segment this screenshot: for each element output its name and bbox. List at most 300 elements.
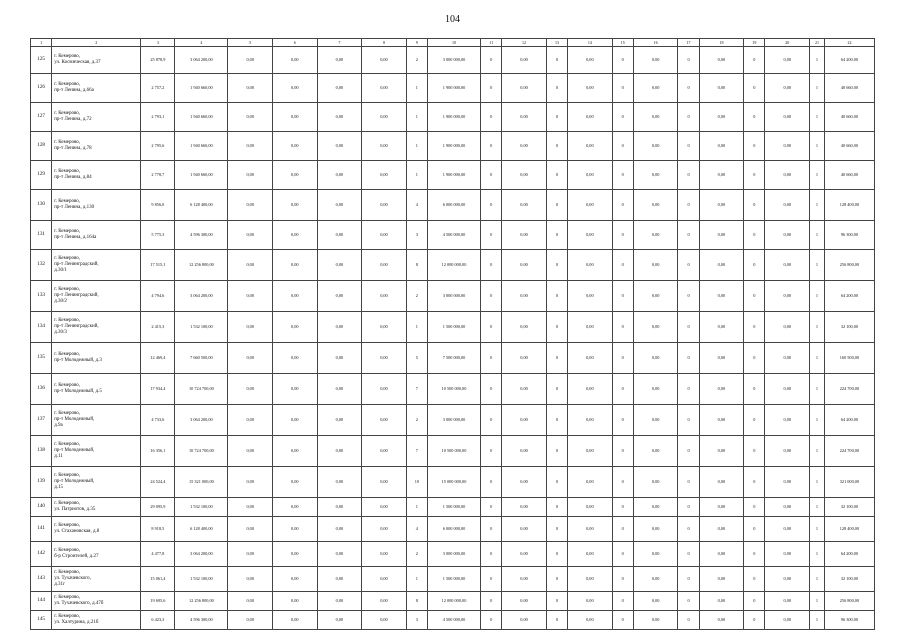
row-number-cell: 125	[31, 47, 52, 74]
value-cell: 0,00	[568, 611, 613, 630]
value-cell: 0	[744, 567, 765, 592]
value-cell: 0	[612, 312, 633, 343]
value-cell: 0	[546, 436, 567, 467]
value-cell: 0	[678, 161, 699, 190]
value-cell: 0,00	[317, 281, 362, 312]
value-cell: 0	[481, 161, 502, 190]
value-cell: 0,00	[273, 542, 318, 567]
value-cell: 1 532 100,00	[175, 312, 228, 343]
value-cell: 0,00	[502, 250, 547, 281]
value-cell: 1	[406, 161, 427, 190]
value-cell: 0,00	[568, 542, 613, 567]
value-cell: 1 940 660,00	[175, 103, 228, 132]
value-cell: 0	[481, 47, 502, 74]
address-line: ул. Халтурина, д.21б	[54, 620, 99, 625]
value-cell: 0,00	[502, 47, 547, 74]
value-cell: 0,00	[317, 132, 362, 161]
address-line: пр-т Молодежный, д.5	[54, 389, 102, 394]
value-cell: 0,00	[228, 47, 273, 74]
value-cell: 1 532 100,00	[175, 567, 228, 592]
row-number-cell: 135	[31, 343, 52, 374]
value-cell: 6 128 400,00	[175, 190, 228, 221]
address-cell	[52, 161, 141, 190]
column-number-cell: 22	[824, 39, 874, 47]
value-cell: 0	[481, 592, 502, 611]
value-cell: 7 500 000,00	[427, 343, 480, 374]
address-line: г. Кемерово,	[54, 383, 81, 388]
value-cell: 0,00	[568, 592, 613, 611]
value-cell: 0,00	[273, 436, 318, 467]
value-cell: 0,00	[633, 374, 678, 405]
value-cell: 0,00	[317, 467, 362, 498]
value-cell: 1 940 660,00	[175, 132, 228, 161]
value-cell: 0,00	[765, 343, 810, 374]
value-cell: 10 500 000,00	[427, 436, 480, 467]
value-cell: 1 900 000,00	[427, 74, 480, 103]
address-cell	[52, 74, 141, 103]
value-cell: 0	[678, 132, 699, 161]
value-cell: 0,00	[568, 47, 613, 74]
value-cell: 0,00	[273, 592, 318, 611]
value-cell: 96 300,00	[824, 611, 874, 630]
value-cell: 0	[744, 47, 765, 74]
value-cell: 3 000 000,00	[427, 542, 480, 567]
address-line: д.30/2	[54, 299, 67, 304]
address-line: д.31г	[54, 582, 66, 587]
value-cell: 25 878,9	[141, 47, 175, 74]
address-cell	[52, 132, 141, 161]
value-cell: 4 794,6	[141, 281, 175, 312]
value-cell: 1	[810, 343, 825, 374]
value-cell: 0,00	[699, 161, 744, 190]
value-cell: 0,00	[502, 567, 547, 592]
value-cell: 4 500 000,00	[427, 221, 480, 250]
value-cell: 0	[744, 190, 765, 221]
column-number-cell: 20	[765, 39, 810, 47]
value-cell: 0	[546, 74, 567, 103]
column-number-cell: 9	[406, 39, 427, 47]
address-line: ул. Космическая, д.37	[54, 60, 101, 65]
value-cell: 64 200,00	[824, 281, 874, 312]
value-cell: 3 064 200,00	[175, 542, 228, 567]
value-cell: 3	[406, 221, 427, 250]
table-row	[31, 374, 875, 405]
table-row	[31, 190, 875, 221]
value-cell: 0	[481, 542, 502, 567]
value-cell: 0	[678, 567, 699, 592]
value-cell: 0	[546, 103, 567, 132]
value-cell: 0	[744, 436, 765, 467]
value-cell: 0,00	[317, 498, 362, 517]
column-number-cell: 21	[810, 39, 825, 47]
value-cell: 0,00	[228, 250, 273, 281]
value-cell: 0	[481, 436, 502, 467]
value-cell: 0,00	[502, 517, 547, 542]
address-cell	[52, 498, 141, 517]
value-cell: 0,00	[765, 517, 810, 542]
address-line: б-р Строителей, д.27	[54, 554, 99, 559]
table-row	[31, 132, 875, 161]
value-cell: 0,00	[228, 281, 273, 312]
value-cell: 0,00	[273, 74, 318, 103]
value-cell: 0,00	[633, 436, 678, 467]
address-line: пр-т Ленина, д.130	[54, 205, 95, 210]
column-number-cell: 13	[546, 39, 567, 47]
value-cell: 1	[810, 190, 825, 221]
value-cell: 0	[678, 103, 699, 132]
value-cell: 0	[678, 467, 699, 498]
value-cell: 0	[546, 161, 567, 190]
address-line: г. Кемерово,	[54, 352, 81, 357]
value-cell: 15 061,4	[141, 567, 175, 592]
value-cell: 0,00	[633, 190, 678, 221]
value-cell: 0	[612, 221, 633, 250]
value-cell: 0	[678, 542, 699, 567]
value-cell: 0,00	[317, 221, 362, 250]
value-cell: 0,00	[699, 190, 744, 221]
value-cell: 0,00	[273, 567, 318, 592]
value-cell: 0,00	[317, 161, 362, 190]
value-cell: 19 695,6	[141, 592, 175, 611]
column-number-row	[31, 39, 875, 47]
value-cell: 0	[546, 343, 567, 374]
value-cell: 1 500 000,00	[427, 312, 480, 343]
value-cell: 0,00	[568, 190, 613, 221]
value-cell: 0,00	[765, 498, 810, 517]
address-line: пр-т Молодежный, д.3	[54, 358, 102, 363]
value-cell: 0,00	[502, 161, 547, 190]
column-number-cell: 6	[273, 39, 318, 47]
value-cell: 160 500,00	[824, 343, 874, 374]
value-cell: 0	[546, 611, 567, 630]
value-cell: 0,00	[568, 405, 613, 436]
value-cell: 0,00	[273, 250, 318, 281]
value-cell: 0	[546, 542, 567, 567]
row-number-cell: 138	[31, 436, 52, 467]
value-cell: 0,00	[228, 312, 273, 343]
value-cell: 0	[744, 312, 765, 343]
address-cell	[52, 567, 141, 592]
row-number-cell: 126	[31, 74, 52, 103]
value-cell: 0,00	[633, 74, 678, 103]
value-cell: 0,00	[362, 498, 407, 517]
value-cell: 0,00	[228, 132, 273, 161]
value-cell: 0,00	[568, 436, 613, 467]
value-cell: 1 940 660,00	[175, 74, 228, 103]
value-cell: 0,00	[568, 103, 613, 132]
column-number-cell: 12	[502, 39, 547, 47]
value-cell: 0,00	[765, 250, 810, 281]
value-cell: 12 000 000,00	[427, 592, 480, 611]
value-cell: 0,00	[765, 47, 810, 74]
value-cell: 0,00	[568, 467, 613, 498]
value-cell: 1	[810, 542, 825, 567]
value-cell: 1	[810, 436, 825, 467]
address-cell	[52, 592, 141, 611]
value-cell: 0,00	[273, 221, 318, 250]
address-line: г. Кемерово,	[54, 140, 81, 145]
address-line: г. Кемерово,	[54, 501, 81, 506]
value-cell: 0,00	[568, 74, 613, 103]
value-cell: 1	[810, 592, 825, 611]
address-cell	[52, 312, 141, 343]
value-cell: 0,00	[362, 592, 407, 611]
value-cell: 1	[810, 103, 825, 132]
value-cell: 0	[678, 374, 699, 405]
value-cell: 0,00	[273, 190, 318, 221]
value-cell: 24 524,4	[141, 467, 175, 498]
address-cell	[52, 611, 141, 630]
value-cell: 0	[481, 132, 502, 161]
value-cell: 0,00	[633, 221, 678, 250]
value-cell: 0,00	[362, 281, 407, 312]
value-cell: 4	[406, 190, 427, 221]
value-cell: 0	[612, 161, 633, 190]
address-line: ул. Патриотов, д.35	[54, 507, 96, 512]
value-cell: 0,00	[362, 221, 407, 250]
value-cell: 0	[612, 467, 633, 498]
value-cell: 0	[612, 542, 633, 567]
value-cell: 0	[744, 374, 765, 405]
value-cell: 0,00	[699, 312, 744, 343]
value-cell: 0,00	[317, 542, 362, 567]
value-cell: 2 778,7	[141, 161, 175, 190]
value-cell: 0	[678, 405, 699, 436]
value-cell: 5 775,3	[141, 221, 175, 250]
address-cell	[52, 250, 141, 281]
row-number-cell: 141	[31, 517, 52, 542]
value-cell: 0,00	[317, 103, 362, 132]
address-line: ул. Стахановская, д.8	[54, 529, 100, 534]
value-cell: 128 400,00	[824, 517, 874, 542]
value-cell: 0	[546, 312, 567, 343]
value-cell: 0,00	[362, 103, 407, 132]
address-line: г. Кемерово,	[54, 570, 81, 575]
address-line: г. Кемерово,	[54, 548, 81, 553]
value-cell: 0,00	[228, 103, 273, 132]
value-cell: 6 000 000,00	[427, 190, 480, 221]
value-cell: 0	[744, 103, 765, 132]
address-line: пр-т Ленинградский,	[54, 293, 99, 298]
value-cell: 0,00	[273, 132, 318, 161]
value-cell: 0,00	[699, 374, 744, 405]
value-cell: 0,00	[228, 498, 273, 517]
value-cell: 4 733,6	[141, 405, 175, 436]
address-line: г. Кемерово,	[54, 169, 81, 174]
address-line: пр-т Молодежный,	[54, 479, 95, 484]
value-cell: 6 423,3	[141, 611, 175, 630]
value-cell: 0	[744, 221, 765, 250]
value-cell: 0,00	[568, 281, 613, 312]
value-cell: 0,00	[633, 517, 678, 542]
value-cell: 10 724 700,00	[175, 374, 228, 405]
value-cell: 1	[810, 467, 825, 498]
table-row	[31, 542, 875, 567]
value-cell: 0	[744, 592, 765, 611]
value-cell: 0	[612, 74, 633, 103]
value-cell: 1	[406, 498, 427, 517]
value-cell: 0,00	[502, 498, 547, 517]
address-line: д.30/3	[54, 330, 67, 335]
address-line: д.9а	[54, 423, 63, 428]
value-cell: 0,00	[633, 592, 678, 611]
value-cell: 40 660,00	[824, 74, 874, 103]
table-row	[31, 405, 875, 436]
value-cell: 0	[546, 567, 567, 592]
value-cell: 0,00	[699, 436, 744, 467]
value-cell: 0,00	[362, 250, 407, 281]
value-cell: 0	[546, 250, 567, 281]
value-cell: 0,00	[633, 103, 678, 132]
value-cell: 0,00	[273, 498, 318, 517]
value-cell: 256 800,00	[824, 592, 874, 611]
value-cell: 0	[481, 374, 502, 405]
value-cell: 0	[612, 567, 633, 592]
value-cell: 0	[546, 221, 567, 250]
value-cell: 12 469,4	[141, 343, 175, 374]
value-cell: 0	[481, 467, 502, 498]
column-number-cell: 1	[31, 39, 52, 47]
table-row	[31, 312, 875, 343]
value-cell: 0,00	[502, 436, 547, 467]
value-cell: 0	[744, 498, 765, 517]
value-cell: 0,00	[362, 542, 407, 567]
value-cell: 0,00	[317, 250, 362, 281]
value-cell: 1 500 000,00	[427, 567, 480, 592]
value-cell: 0,00	[699, 47, 744, 74]
value-cell: 0,00	[362, 161, 407, 190]
value-cell: 1	[406, 312, 427, 343]
value-cell: 0	[481, 405, 502, 436]
value-cell: 16 356,1	[141, 436, 175, 467]
value-cell: 3	[406, 611, 427, 630]
value-cell: 0	[481, 250, 502, 281]
value-cell: 3 064 200,00	[175, 281, 228, 312]
value-cell: 2 795,6	[141, 132, 175, 161]
address-cell	[52, 405, 141, 436]
table-row	[31, 567, 875, 592]
value-cell: 0	[744, 132, 765, 161]
value-cell: 0,00	[765, 467, 810, 498]
address-line: д.15	[54, 485, 64, 490]
value-cell: 0,00	[502, 312, 547, 343]
value-cell: 1	[810, 374, 825, 405]
value-cell: 1	[810, 221, 825, 250]
address-line: ул. Тухачевского,	[54, 576, 91, 581]
row-number-cell: 129	[31, 161, 52, 190]
value-cell: 0	[744, 343, 765, 374]
value-cell: 0,00	[317, 74, 362, 103]
value-cell: 1	[406, 567, 427, 592]
value-cell: 0,00	[228, 343, 273, 374]
address-line: г. Кемерово,	[54, 287, 81, 292]
value-cell: 40 660,00	[824, 103, 874, 132]
table-row	[31, 281, 875, 312]
value-cell: 0,00	[362, 567, 407, 592]
value-cell: 32 100,00	[824, 567, 874, 592]
value-cell: 17 515,1	[141, 250, 175, 281]
table-row	[31, 436, 875, 467]
value-cell: 0,00	[228, 542, 273, 567]
value-cell: 0	[612, 611, 633, 630]
value-cell: 256 800,00	[824, 250, 874, 281]
row-number-cell: 130	[31, 190, 52, 221]
value-cell: 3 064 200,00	[175, 405, 228, 436]
table-row	[31, 517, 875, 542]
value-cell: 12 000 000,00	[427, 250, 480, 281]
value-cell: 0,00	[502, 74, 547, 103]
page-number: 104	[445, 14, 460, 25]
table-row	[31, 611, 875, 630]
value-cell: 0	[546, 132, 567, 161]
value-cell: 0	[481, 312, 502, 343]
row-number-cell: 131	[31, 221, 52, 250]
value-cell: 0,00	[317, 592, 362, 611]
value-cell: 3 064 200,00	[175, 47, 228, 74]
table-row	[31, 498, 875, 517]
value-cell: 0	[612, 281, 633, 312]
address-line: г. Кемерово,	[54, 595, 81, 600]
value-cell: 0,00	[273, 374, 318, 405]
value-cell: 0	[546, 281, 567, 312]
row-number-cell: 128	[31, 132, 52, 161]
value-cell: 0,00	[362, 190, 407, 221]
value-cell: 0	[481, 281, 502, 312]
value-cell: 32 100,00	[824, 312, 874, 343]
value-cell: 1	[810, 250, 825, 281]
table-row	[31, 343, 875, 374]
value-cell: 0,00	[633, 132, 678, 161]
column-number-cell: 8	[362, 39, 407, 47]
table-row	[31, 467, 875, 498]
value-cell: 224 700,00	[824, 374, 874, 405]
value-cell: 128 400,00	[824, 190, 874, 221]
value-cell: 32 100,00	[824, 498, 874, 517]
address-line: г. Кемерово,	[54, 523, 81, 528]
value-cell: 0,00	[362, 47, 407, 74]
value-cell: 0,00	[699, 592, 744, 611]
row-number-cell: 142	[31, 542, 52, 567]
value-cell: 0,00	[765, 312, 810, 343]
address-line: пр-т Ленина, д.72	[54, 117, 92, 122]
value-cell: 0,00	[699, 343, 744, 374]
value-cell: 0,00	[765, 405, 810, 436]
value-cell: 0,00	[273, 611, 318, 630]
value-cell: 0	[678, 47, 699, 74]
value-cell: 0	[612, 592, 633, 611]
value-cell: 0	[481, 103, 502, 132]
value-cell: 0,00	[765, 281, 810, 312]
column-number-cell: 15	[612, 39, 633, 47]
row-number-cell: 144	[31, 592, 52, 611]
value-cell: 15 321 000,00	[175, 467, 228, 498]
value-cell: 0	[481, 517, 502, 542]
value-cell: 0,00	[362, 132, 407, 161]
value-cell: 0,00	[273, 405, 318, 436]
value-cell: 0,00	[228, 567, 273, 592]
value-cell: 0,00	[568, 161, 613, 190]
value-cell: 0,00	[362, 517, 407, 542]
row-number-cell: 137	[31, 405, 52, 436]
column-number-cell: 7	[317, 39, 362, 47]
value-cell: 0	[678, 343, 699, 374]
value-cell: 3 000 000,00	[427, 405, 480, 436]
value-cell: 0	[481, 221, 502, 250]
value-cell: 0,00	[502, 343, 547, 374]
value-cell: 0,00	[699, 281, 744, 312]
table-row	[31, 161, 875, 190]
address-line: пр-т Ленинградский,	[54, 262, 99, 267]
